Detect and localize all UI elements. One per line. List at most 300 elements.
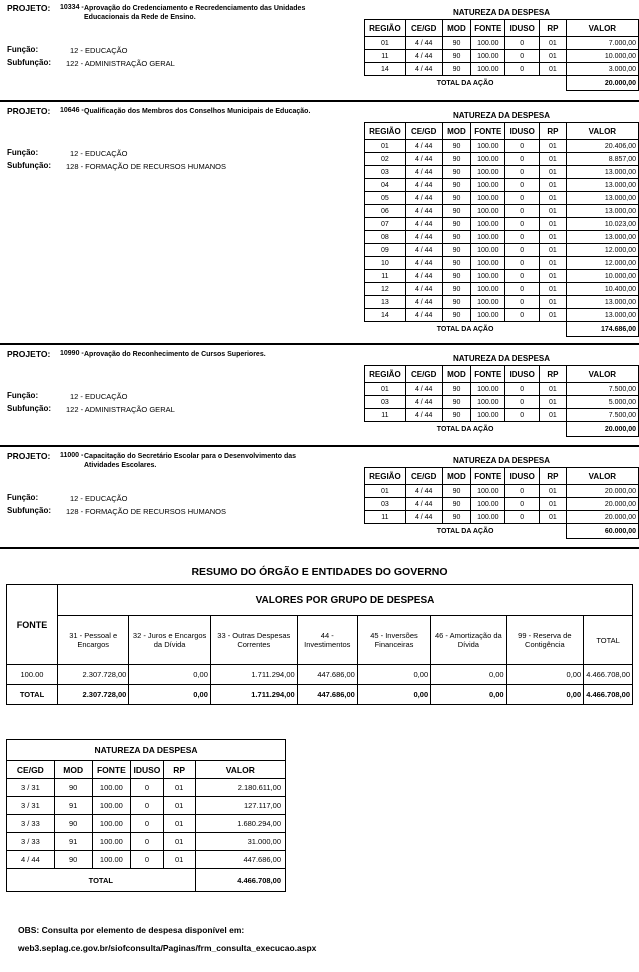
project-description: Capacitação do Secretário Escolar para o Desenvolvimento das Atividades Escolares. xyxy=(84,453,297,469)
table-cell: 4 / 44 xyxy=(405,396,442,409)
table-row xyxy=(7,851,286,869)
table-cell: 05 xyxy=(365,192,406,205)
table-cell: 0 xyxy=(505,166,540,179)
resumo-cell: 447.686,00 xyxy=(297,685,357,705)
group-column-header: 99 - Reserva de Contigência xyxy=(506,616,584,665)
table-cell: 100.00 xyxy=(471,166,505,179)
table-cell: 4 / 44 xyxy=(405,383,442,396)
table-cell: 90 xyxy=(442,244,471,257)
natureza-caption: NATUREZA DA DESPESA xyxy=(452,7,551,17)
column-header: RP xyxy=(540,20,567,37)
table-cell: 100.00 xyxy=(471,140,505,153)
table-cell: 90 xyxy=(442,498,471,511)
table-row xyxy=(365,485,639,498)
column-header: FONTE xyxy=(92,761,130,779)
funcao-value: 12 - EDUCAÇÃO xyxy=(70,46,128,55)
projeto-label: PROJETO: xyxy=(7,3,51,13)
table-cell: 4 / 44 xyxy=(405,485,442,498)
table-cell: 4 / 44 xyxy=(405,511,442,524)
table-row xyxy=(365,383,639,396)
resumo-cell: 0,00 xyxy=(506,685,584,705)
subfuncao-label: Subfunção: xyxy=(7,58,51,67)
table-cell: 0 xyxy=(131,851,164,869)
table-cell: 4 / 44 xyxy=(405,179,442,192)
table-cell: 4 / 44 xyxy=(405,63,442,76)
table-cell: 100.00 xyxy=(471,511,505,524)
total-acao-label: TOTAL DA AÇÃO xyxy=(365,322,567,337)
obs-text: OBS: Consulta por elemento de despesa disponível em: xyxy=(18,925,245,935)
table-row xyxy=(365,37,639,50)
total-acao-label: TOTAL DA AÇÃO xyxy=(365,422,567,437)
table-cell: 90 xyxy=(442,485,471,498)
header-row xyxy=(365,123,639,140)
resumo-cell: 100.00 xyxy=(7,665,58,685)
table-cell: 20.406,00 xyxy=(566,140,638,153)
table-cell: 01 xyxy=(540,498,567,511)
table-row xyxy=(365,409,639,422)
group-header: VALORES POR GRUPO DE DESPESA xyxy=(58,585,633,616)
table-cell: 0 xyxy=(505,511,540,524)
table-cell: 01 xyxy=(540,409,567,422)
table-cell: 100.00 xyxy=(92,815,130,833)
table-cell: 0 xyxy=(505,205,540,218)
table-cell: 4 / 44 xyxy=(405,283,442,296)
table-cell: 100.00 xyxy=(471,309,505,322)
table-cell: 100.00 xyxy=(471,231,505,244)
table-cell: 4 / 44 xyxy=(405,231,442,244)
natureza-summary-caption-row xyxy=(7,740,286,761)
table-row xyxy=(365,511,639,524)
table-cell: 90 xyxy=(442,396,471,409)
table-cell: 2.180.611,00 xyxy=(195,779,285,797)
total-row xyxy=(7,869,286,892)
table-row xyxy=(365,283,639,296)
subfuncao-label: Subfunção: xyxy=(7,506,51,515)
total-row xyxy=(365,322,639,337)
table-row xyxy=(7,815,286,833)
table-cell: 4 / 44 xyxy=(405,192,442,205)
table-cell: 4 / 44 xyxy=(405,218,442,231)
table-cell: 0 xyxy=(505,396,540,409)
table-cell: 01 xyxy=(365,140,406,153)
table-cell: 01 xyxy=(540,485,567,498)
resumo-title: RESUMO DO ÓRGÃO E ENTIDADES DO GOVERNO xyxy=(191,566,448,578)
total-label: TOTAL xyxy=(7,869,196,892)
project-code: 10334 - xyxy=(60,4,84,11)
table-cell: 90 xyxy=(442,409,471,422)
table-cell: 03 xyxy=(365,166,406,179)
table-cell: 100.00 xyxy=(471,205,505,218)
natureza-caption: NATUREZA DA DESPESA xyxy=(452,455,551,465)
table-cell: 100.00 xyxy=(92,779,130,797)
table-cell: 01 xyxy=(163,851,195,869)
table-cell: 0 xyxy=(505,498,540,511)
table-cell: 3 / 31 xyxy=(7,797,55,815)
table-row xyxy=(365,153,639,166)
table-cell: 07 xyxy=(365,218,406,231)
group-column-header: 32 - Juros e Encargos da Dívida xyxy=(129,616,211,665)
table-cell: 100.00 xyxy=(92,851,130,869)
table-cell: 01 xyxy=(540,140,567,153)
column-header: MOD xyxy=(442,20,471,37)
natureza-caption-row xyxy=(365,5,639,20)
project-block xyxy=(0,106,639,345)
table-row xyxy=(365,63,639,76)
column-header: MOD xyxy=(442,366,471,383)
table-cell: 09 xyxy=(365,244,406,257)
group-column-header: 46 - Amortização da Dívida xyxy=(431,616,506,665)
column-header: REGIÃO xyxy=(365,468,406,485)
resumo-cell: TOTAL xyxy=(7,685,58,705)
total-row xyxy=(365,524,639,539)
natureza-caption: NATUREZA DA DESPESA xyxy=(452,110,551,120)
table-cell: 90 xyxy=(442,37,471,50)
group-column-header: 31 - Pessoal e Encargos xyxy=(58,616,129,665)
project-description: Qualificação dos Membros dos Conselhos Municipais de Educação. xyxy=(84,108,311,115)
table-cell: 01 xyxy=(163,833,195,851)
table-cell: 0 xyxy=(131,815,164,833)
table-cell: 447.686,00 xyxy=(195,851,285,869)
table-row xyxy=(365,257,639,270)
table-cell: 13.000,00 xyxy=(566,205,638,218)
table-cell: 0 xyxy=(505,179,540,192)
column-header: MOD xyxy=(54,761,92,779)
table-cell: 01 xyxy=(540,296,567,309)
table-cell: 90 xyxy=(442,63,471,76)
resumo-cell: 0,00 xyxy=(357,685,430,705)
table-cell: 12 xyxy=(365,283,406,296)
column-header: FONTE xyxy=(471,468,505,485)
table-row xyxy=(365,192,639,205)
natureza-table xyxy=(364,108,639,337)
table-cell: 01 xyxy=(540,244,567,257)
group-column-header: 44 - Investimentos xyxy=(297,616,357,665)
funcao-label: Função: xyxy=(7,148,39,157)
column-header: RP xyxy=(540,123,567,140)
table-cell: 01 xyxy=(540,153,567,166)
table-cell: 4 / 44 xyxy=(405,37,442,50)
table-cell: 13.000,00 xyxy=(566,296,638,309)
table-cell: 90 xyxy=(442,153,471,166)
table-cell: 100.00 xyxy=(92,797,130,815)
table-cell: 01 xyxy=(540,37,567,50)
resumo-cell: 0,00 xyxy=(357,665,430,685)
column-header: IDUSO xyxy=(505,20,540,37)
table-cell: 7.500,00 xyxy=(566,383,638,396)
natureza-table xyxy=(364,453,639,539)
column-header: FONTE xyxy=(471,366,505,383)
fonte-header: FONTE xyxy=(7,585,58,665)
natureza-caption-row xyxy=(365,351,639,366)
column-header: IDUSO xyxy=(505,468,540,485)
table-row xyxy=(365,231,639,244)
table-cell: 0 xyxy=(505,218,540,231)
projeto-label: PROJETO: xyxy=(7,349,51,359)
table-cell: 100.00 xyxy=(471,485,505,498)
subfuncao-value: 128 - FORMAÇÃO DE RECURSOS HUMANOS xyxy=(66,162,227,171)
table-cell: 12.000,00 xyxy=(566,244,638,257)
table-cell: 10.023,00 xyxy=(566,218,638,231)
table-row xyxy=(365,166,639,179)
table-cell: 4 / 44 xyxy=(405,50,442,63)
funcao-label: Função: xyxy=(7,391,39,400)
resumo-row xyxy=(7,665,633,685)
table-cell: 100.00 xyxy=(471,179,505,192)
column-header: REGIÃO xyxy=(365,20,406,37)
table-cell: 3.000,00 xyxy=(566,63,638,76)
table-cell: 11 xyxy=(365,511,406,524)
table-cell: 100.00 xyxy=(471,218,505,231)
resumo-cell: 0,00 xyxy=(129,685,211,705)
table-cell: 10 xyxy=(365,257,406,270)
table-cell: 13 xyxy=(365,296,406,309)
table-cell: 90 xyxy=(442,218,471,231)
funcao-label: Função: xyxy=(7,45,39,54)
table-row xyxy=(365,244,639,257)
table-cell: 100.00 xyxy=(471,153,505,166)
project-description: Aprovação do Credenciamento e Recredenciamento das Unidades Educacionais da Rede de Ensino. xyxy=(84,5,306,21)
table-cell: 01 xyxy=(540,218,567,231)
column-header: MOD xyxy=(442,123,471,140)
table-cell: 0 xyxy=(505,309,540,322)
table-cell: 0 xyxy=(505,383,540,396)
table-cell: 0 xyxy=(505,153,540,166)
table-cell: 0 xyxy=(505,37,540,50)
total-row xyxy=(365,422,639,437)
column-header: VALOR xyxy=(566,366,638,383)
column-header: VALOR xyxy=(566,123,638,140)
column-header: REGIÃO xyxy=(365,123,406,140)
table-cell: 01 xyxy=(540,231,567,244)
subfuncao-label: Subfunção: xyxy=(7,161,51,170)
column-header: RP xyxy=(163,761,195,779)
table-cell: 100.00 xyxy=(471,192,505,205)
total-row xyxy=(365,76,639,91)
table-cell: 4 / 44 xyxy=(405,166,442,179)
table-cell: 90 xyxy=(442,140,471,153)
table-cell: 0 xyxy=(505,485,540,498)
table-cell: 12.000,00 xyxy=(566,257,638,270)
resumo-cell: 2.307.728,00 xyxy=(58,685,129,705)
column-header: FONTE xyxy=(471,20,505,37)
table-cell: 90 xyxy=(442,283,471,296)
obs-url: web3.seplag.ce.gov.br/siofconsulta/Paginas/frm_consulta_execucao.aspx xyxy=(18,943,317,953)
table-cell: 100.00 xyxy=(471,383,505,396)
table-cell: 01 xyxy=(365,37,406,50)
table-row xyxy=(365,396,639,409)
table-cell: 14 xyxy=(365,309,406,322)
column-header: IDUSO xyxy=(505,123,540,140)
table-cell: 5.000,00 xyxy=(566,396,638,409)
table-cell: 03 xyxy=(365,498,406,511)
resumo-cell: 0,00 xyxy=(129,665,211,685)
resumo-cell: 0,00 xyxy=(431,665,506,685)
project-description: Aprovação do Reconhecimento de Cursos Superiores. xyxy=(84,351,266,358)
table-cell: 02 xyxy=(365,153,406,166)
column-header: REGIÃO xyxy=(365,366,406,383)
table-cell: 4 / 44 xyxy=(405,498,442,511)
projeto-label: PROJETO: xyxy=(7,106,51,116)
table-cell: 10.000,00 xyxy=(566,50,638,63)
table-cell: 01 xyxy=(540,511,567,524)
funcao-value: 12 - EDUCAÇÃO xyxy=(70,392,128,401)
table-cell: 100.00 xyxy=(92,833,130,851)
table-cell: 90 xyxy=(442,179,471,192)
natureza-caption-row xyxy=(365,108,639,123)
header-row xyxy=(365,468,639,485)
table-cell: 11 xyxy=(365,270,406,283)
project-block xyxy=(0,3,639,102)
table-row xyxy=(365,140,639,153)
table-row xyxy=(7,779,286,797)
table-cell: 01 xyxy=(163,815,195,833)
table-cell: 0 xyxy=(505,283,540,296)
table-row xyxy=(365,50,639,63)
table-row xyxy=(365,498,639,511)
funcao-label: Função: xyxy=(7,493,39,502)
table-cell: 3 / 33 xyxy=(7,833,55,851)
table-cell: 4 / 44 xyxy=(405,140,442,153)
table-cell: 01 xyxy=(540,257,567,270)
table-cell: 01 xyxy=(540,270,567,283)
table-cell: 01 xyxy=(540,50,567,63)
table-cell: 4 / 44 xyxy=(405,257,442,270)
column-header: VALOR xyxy=(566,468,638,485)
project-code: 10990 - xyxy=(60,350,84,357)
table-cell: 4 / 44 xyxy=(405,205,442,218)
table-cell: 01 xyxy=(540,179,567,192)
table-cell: 100.00 xyxy=(471,409,505,422)
table-row xyxy=(365,309,639,322)
table-cell: 90 xyxy=(442,511,471,524)
table-cell: 0 xyxy=(505,409,540,422)
natureza-caption-row xyxy=(365,453,639,468)
table-cell: 01 xyxy=(540,396,567,409)
funcao-value: 12 - EDUCAÇÃO xyxy=(70,149,128,158)
table-cell: 90 xyxy=(54,815,92,833)
table-cell: 01 xyxy=(365,485,406,498)
natureza-summary-caption: NATUREZA DA DESPESA xyxy=(7,740,286,761)
table-cell: 08 xyxy=(365,231,406,244)
table-cell: 0 xyxy=(131,833,164,851)
table-cell: 90 xyxy=(442,231,471,244)
table-cell: 4 / 44 xyxy=(405,270,442,283)
resumo-cell: 0,00 xyxy=(506,665,584,685)
table-cell: 0 xyxy=(505,140,540,153)
subfuncao-value: 128 - FORMAÇÃO DE RECURSOS HUMANOS xyxy=(66,507,227,516)
table-cell: 100.00 xyxy=(471,283,505,296)
table-cell: 91 xyxy=(54,833,92,851)
total-acao-value: 174.686,00 xyxy=(566,322,638,337)
project-code: 11000 - xyxy=(60,452,84,459)
table-cell: 01 xyxy=(163,797,195,815)
table-cell: 100.00 xyxy=(471,37,505,50)
table-cell: 0 xyxy=(505,244,540,257)
table-cell: 1.680.294,00 xyxy=(195,815,285,833)
table-cell: 90 xyxy=(442,309,471,322)
table-cell: 100.00 xyxy=(471,63,505,76)
table-cell: 11 xyxy=(365,50,406,63)
column-header: RP xyxy=(540,468,567,485)
table-cell: 91 xyxy=(54,797,92,815)
table-cell: 100.00 xyxy=(471,296,505,309)
table-cell: 0 xyxy=(505,257,540,270)
table-cell: 90 xyxy=(54,779,92,797)
table-cell: 90 xyxy=(442,166,471,179)
subfuncao-value: 122 - ADMINISTRAÇÃO GERAL xyxy=(66,405,175,414)
natureza-summary-table xyxy=(6,739,286,892)
group-column-header: TOTAL xyxy=(584,616,633,665)
total-value: 4.466.708,00 xyxy=(195,869,285,892)
table-row xyxy=(365,218,639,231)
resumo-cell: 447.686,00 xyxy=(297,665,357,685)
table-cell: 01 xyxy=(540,283,567,296)
table-row xyxy=(365,205,639,218)
table-row xyxy=(365,179,639,192)
table-cell: 01 xyxy=(540,383,567,396)
table-cell: 13.000,00 xyxy=(566,179,638,192)
table-cell: 01 xyxy=(540,166,567,179)
table-cell: 4 / 44 xyxy=(7,851,55,869)
header-row xyxy=(365,366,639,383)
table-row xyxy=(365,296,639,309)
table-cell: 100.00 xyxy=(471,270,505,283)
column-header: VALOR xyxy=(195,761,285,779)
table-cell: 100.00 xyxy=(471,244,505,257)
table-cell: 3 / 31 xyxy=(7,779,55,797)
table-cell: 90 xyxy=(442,296,471,309)
column-header: MOD xyxy=(442,468,471,485)
projeto-label: PROJETO: xyxy=(7,451,51,461)
table-cell: 3 / 33 xyxy=(7,815,55,833)
resumo-cell: 1.711.294,00 xyxy=(210,685,297,705)
column-header: CE/GD xyxy=(405,468,442,485)
funcao-value: 12 - EDUCAÇÃO xyxy=(70,494,128,503)
natureza-table xyxy=(364,5,639,91)
table-cell: 0 xyxy=(505,63,540,76)
table-cell: 20.000,00 xyxy=(566,485,638,498)
table-cell: 0 xyxy=(505,270,540,283)
table-cell: 90 xyxy=(442,50,471,63)
table-cell: 7.500,00 xyxy=(566,409,638,422)
table-cell: 04 xyxy=(365,179,406,192)
natureza-table xyxy=(364,351,639,437)
table-cell: 0 xyxy=(131,779,164,797)
table-row xyxy=(365,270,639,283)
table-cell: 01 xyxy=(163,779,195,797)
table-cell: 01 xyxy=(365,383,406,396)
column-header: CE/GD xyxy=(7,761,55,779)
table-cell: 100.00 xyxy=(471,50,505,63)
table-cell: 31.000,00 xyxy=(195,833,285,851)
table-cell: 10.400,00 xyxy=(566,283,638,296)
table-cell: 06 xyxy=(365,205,406,218)
resumo-cell: 1.711.294,00 xyxy=(210,665,297,685)
table-cell: 4 / 44 xyxy=(405,153,442,166)
table-cell: 03 xyxy=(365,396,406,409)
column-header: CE/GD xyxy=(405,366,442,383)
table-cell: 01 xyxy=(540,205,567,218)
total-acao-value: 20.000,00 xyxy=(566,76,638,91)
table-cell: 13.000,00 xyxy=(566,166,638,179)
table-cell: 01 xyxy=(540,309,567,322)
table-cell: 0 xyxy=(505,50,540,63)
group-column-header: 45 - Inversões Financeiras xyxy=(357,616,430,665)
table-cell: 0 xyxy=(131,797,164,815)
table-cell: 90 xyxy=(54,851,92,869)
total-acao-value: 60.000,00 xyxy=(566,524,638,539)
table-cell: 0 xyxy=(505,192,540,205)
